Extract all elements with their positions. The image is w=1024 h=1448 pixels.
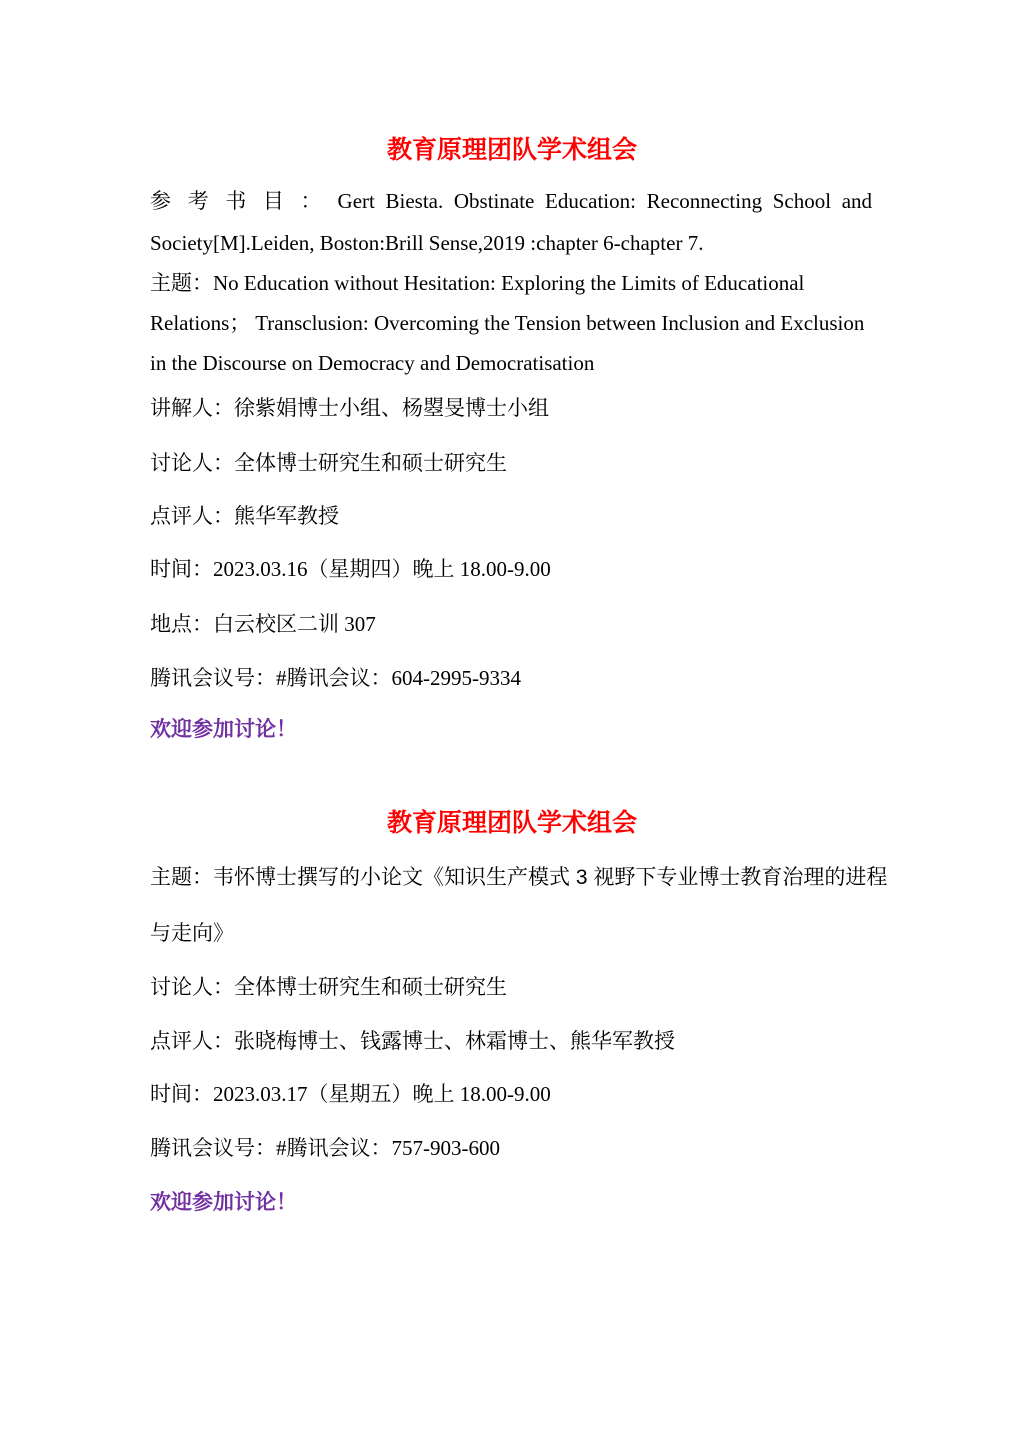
topic-label: 主题： xyxy=(150,866,213,889)
topic-label: 主题： xyxy=(150,272,213,295)
discussants-value: 全体博士研究生和硕士研究生 xyxy=(234,452,507,475)
presenter-value: 徐紫娟博士小组、杨曌旻博士小组 xyxy=(234,397,549,420)
reviewers-line xyxy=(150,1025,872,1058)
time-value: 2023.03.17（星期五）晚上 18.00-9.00 xyxy=(213,1082,551,1106)
welcome-line: 欢迎参加讨论！ xyxy=(150,718,297,741)
reviewer-label: 点评人： xyxy=(150,505,234,528)
topic-line-1 xyxy=(150,267,872,300)
meeting-id-label: 腾讯会议号： xyxy=(150,667,276,690)
reviewer-value: 熊华军教授 xyxy=(234,505,339,528)
reviewers-value: 张晓梅博士、钱露博士、林霜博士、熊华军教授 xyxy=(234,1030,675,1053)
topic-line-2: Relations； Transclusion: Overcoming the Tension between Inclusion and Exclusion xyxy=(150,311,865,335)
topic-value: No Education without Hesitation: Exploring the Limits of Educational xyxy=(213,271,805,295)
topic-line-2: 与走向》 xyxy=(150,922,234,945)
reference-books-line-1 xyxy=(150,185,872,218)
presenter-line xyxy=(150,392,872,425)
meeting-id-value: #腾讯会议：604-2995-9334 xyxy=(276,666,521,690)
location-line xyxy=(150,608,872,641)
meeting-id-line xyxy=(150,662,872,695)
discussants-line xyxy=(150,971,872,1004)
time-label: 时间： xyxy=(150,558,213,581)
time-line xyxy=(150,553,872,586)
section-1-title: 教育原理团队学术组会 xyxy=(386,136,637,164)
presenter-label: 讲解人： xyxy=(150,397,234,420)
meeting-id-line xyxy=(150,1132,872,1165)
discussants-label: 讨论人： xyxy=(150,976,234,999)
meeting-id-label: 腾讯会议号： xyxy=(150,1137,276,1160)
location-value: 白云校区二训 307 xyxy=(213,612,376,636)
reference-books-label: 参 考 书 目 ： xyxy=(150,190,327,213)
topic-value: 韦怀博士撰写的小论文《知识生产模式 3 视野下专业博士教育治理的进程 xyxy=(213,866,888,889)
topic-line-1 xyxy=(150,861,888,894)
topic-line-3: in the Discourse on Democracy and Democratisation xyxy=(150,351,595,375)
reference-books-value: Gert Biesta. Obstinate Education: Reconnecting School and xyxy=(337,189,873,213)
section-2-title: 教育原理团队学术组会 xyxy=(386,809,637,837)
discussants-line xyxy=(150,447,872,480)
reviewer-line xyxy=(150,500,872,533)
location-label: 地点： xyxy=(150,613,213,636)
discussants-value: 全体博士研究生和硕士研究生 xyxy=(234,976,507,999)
reference-books-line-2: Society[M].Leiden, Boston:Brill Sense,2019 :chapter 6-chapter 7. xyxy=(150,231,704,255)
reviewers-label: 点评人： xyxy=(150,1030,234,1053)
welcome-line: 欢迎参加讨论！ xyxy=(150,1191,297,1214)
meeting-id-value: #腾讯会议：757-903-600 xyxy=(276,1136,500,1160)
time-line xyxy=(150,1078,872,1111)
time-label: 时间： xyxy=(150,1083,213,1106)
time-value: 2023.03.16（星期四）晚上 18.00-9.00 xyxy=(213,557,551,581)
discussants-label: 讨论人： xyxy=(150,452,234,475)
